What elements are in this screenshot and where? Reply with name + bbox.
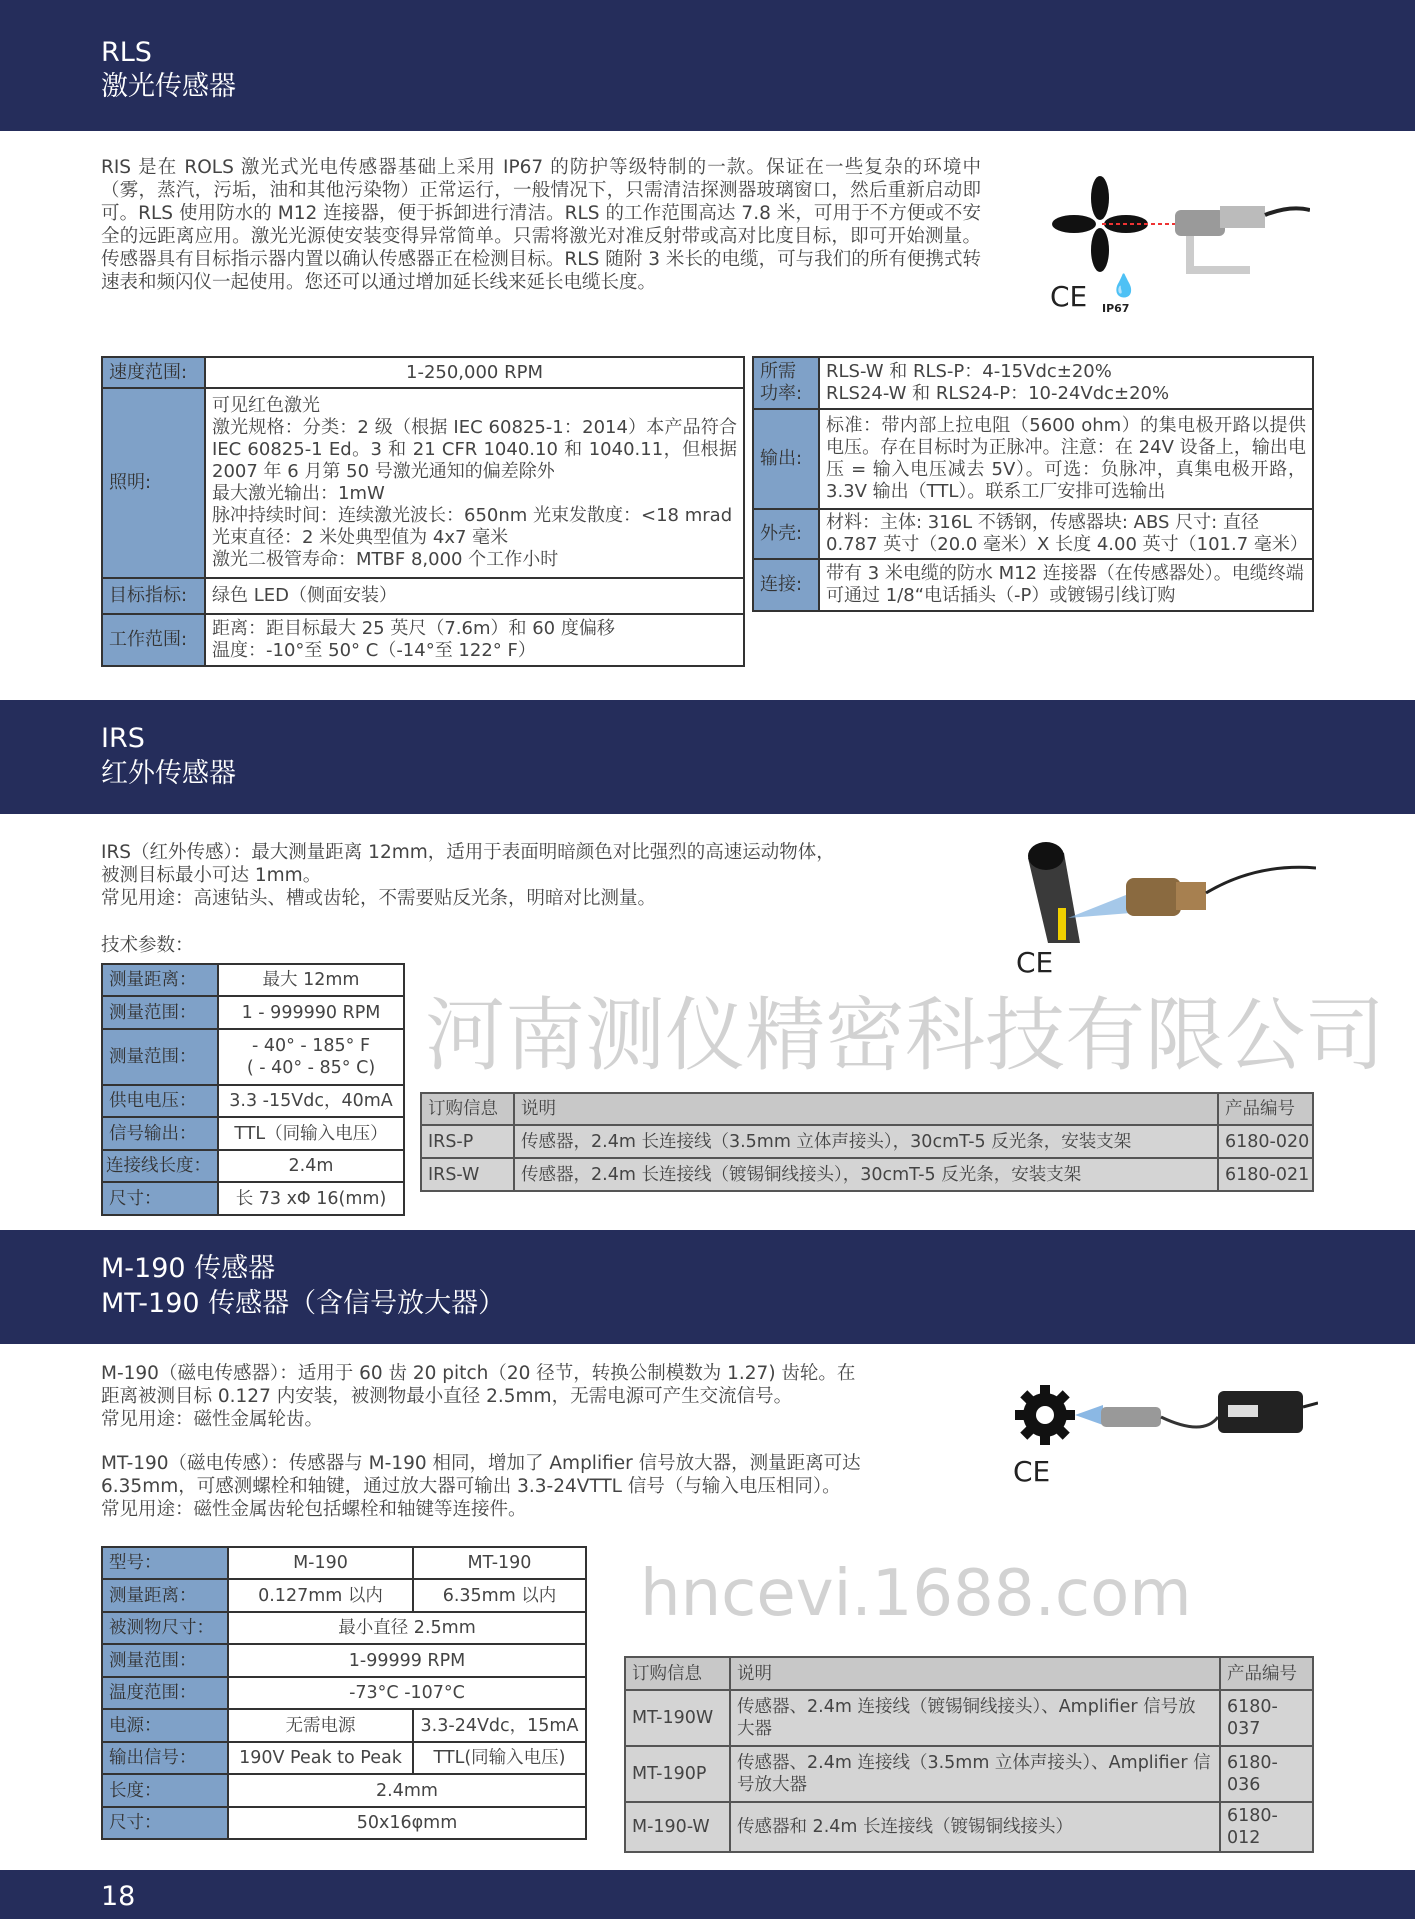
laser-sensor-illustration-icon xyxy=(1050,170,1310,325)
intro-line: 被测目标最小可达 1mm。 xyxy=(101,865,322,886)
spec-label: 温度范围： xyxy=(102,1677,228,1709)
rls-product-image xyxy=(1050,170,1310,325)
rls-specs-right-table xyxy=(752,356,1314,612)
spec-label: 工作范围: xyxy=(102,614,205,666)
page-number: 18 xyxy=(101,1881,136,1912)
ce-mark: CE xyxy=(1013,1455,1051,1488)
column-header: 订购信息 xyxy=(625,1657,730,1690)
footer-band xyxy=(0,1870,1415,1919)
water-drop-icon: 💧 xyxy=(1110,274,1138,299)
spec-value: 1-250,000 RPM xyxy=(205,357,744,388)
order-model: M-190-W xyxy=(625,1802,730,1852)
infrared-sensor-illustration-icon xyxy=(1016,838,1316,948)
intro-line: 距离被测目标 0.127 内安装，被测物最小直径 2.5mm，无需电源可产生交流信号。 xyxy=(101,1386,793,1407)
spec-value: 带有 3 米电缆的防水 M12 连接器（在传感器处）。电缆终端可通过 1/8“电话插头（-P）或镀锡引线订购 xyxy=(819,559,1313,611)
spec-label: 所需功率: xyxy=(753,357,819,409)
m190-title: M-190 传感器 xyxy=(101,1253,276,1284)
irs-product-image xyxy=(1016,838,1316,983)
spec-label: 信号输出： xyxy=(102,1117,218,1150)
table-row xyxy=(625,1690,1313,1746)
table-row xyxy=(625,1746,1313,1802)
spec-line: 光束直径：2 米处典型值为 4x7 毫米 xyxy=(212,527,509,548)
spec-value: 3.3 -15Vdc，40mA xyxy=(218,1085,404,1117)
order-description: 传感器，2.4m 长连接线（3.5mm 立体声接头），30cmT-5 反光条，安装支架 xyxy=(514,1125,1218,1158)
column-header: 产品编号 xyxy=(1218,1093,1313,1125)
column-header: 产品编号 xyxy=(1220,1657,1313,1690)
order-model: MT-190P xyxy=(625,1746,730,1802)
spec-label: 型号： xyxy=(102,1547,228,1579)
irs-order-table xyxy=(420,1092,1314,1192)
irs-intro xyxy=(101,841,1001,910)
spec-value-m190: 无需电源 xyxy=(228,1709,413,1742)
spec-label: 长度： xyxy=(102,1774,228,1807)
spec-value-mt190: TTL(同输入电压) xyxy=(413,1742,586,1774)
watermark-website: hncevi.1688.com xyxy=(640,1557,1192,1631)
spec-value: 绿色 LED（侧面安装） xyxy=(205,578,744,614)
spec-line: RLS24-W 和 RLS24-P：10-24Vdc±20% xyxy=(826,383,1170,404)
spec-label: 测量范围： xyxy=(102,1029,218,1085)
table-row xyxy=(625,1802,1313,1852)
spec-value: 标准：带内部上拉电阻（5600 ohm）的集电极开路以提供电压。存在目标时为正脉冲。注意：在 24V 设备上，输出电压 = 输入电压减去 5V）。可选：负脉冲，真集电极开路，3.3V 输出（TTL）。联系工厂安排可选输出 xyxy=(819,409,1313,509)
spec-value: 1 - 999990 RPM xyxy=(218,996,404,1029)
rls-specs-left-table xyxy=(101,356,745,667)
intro-line: IRS（红外传感）：最大测量距离 12mm，适用于表面明暗颜色对比强烈的高速运动物体， xyxy=(101,842,835,863)
m190-intro xyxy=(101,1362,855,1431)
spec-label: 测量范围： xyxy=(102,996,218,1029)
spec-line: 温度：-10°至 50° C（-14°至 122° F） xyxy=(212,640,536,661)
spec-value-m190: 190V Peak to Peak xyxy=(228,1742,413,1774)
spec-value xyxy=(218,1029,404,1085)
irs-specs-table xyxy=(101,963,405,1216)
order-part-number: 6180-012 xyxy=(1220,1802,1313,1852)
order-model: MT-190W xyxy=(625,1690,730,1746)
gear-sensor-amplifier-illustration-icon xyxy=(1013,1377,1318,1457)
order-model: IRS-W xyxy=(421,1158,514,1191)
rls-intro: RIS 是在 ROLS 激光式光电传感器基础上采用 IP67 的防护等级特制的一款。保证在一些复杂的环境中（雾，蒸汽，污垢，油和其他污染物）正常运行，一般情况下，只需清洁探测器玻璃窗口，然后重新启动即可。RLS 使用防水的 M12 连接器，便于拆卸进行清洁。RLS 的工作范围高达 7.8 米，可用于不方便或不安全的远距离应用。激光光源使安装变得异常简单。只需将激光对准反射带或高对比度目标，即可开始测量。传感器具有目标指示器内置以确认传感器正在检测目标。RLS 随附 3 米长的电缆，可与我们的所有便携式转速表和频闪仪一起使用。您还可以通过增加延长线来延长电缆长度。 xyxy=(101,157,981,293)
spec-value: 材料：主体: 316L 不锈钢，传感器块: ABS 尺寸: 直径 0.787 英寸（20.0 毫米）X 长度 4.00 英寸（101.7 毫米） xyxy=(819,509,1313,559)
m190-specs-table xyxy=(101,1546,587,1840)
order-part-number: 6180-020 xyxy=(1218,1125,1313,1158)
irs-header-band xyxy=(0,700,1415,814)
spec-line: - 40° - 185° F xyxy=(251,1036,371,1056)
intro-line: 常见用途：高速钻头、槽或齿轮，不需要贴反光条，明暗对比测量。 xyxy=(101,888,657,909)
spec-value-m190: 0.127mm 以内 xyxy=(228,1579,413,1612)
spec-value: 1-99999 RPM xyxy=(228,1644,586,1677)
spec-label: 照明: xyxy=(102,388,205,578)
order-description: 传感器、2.4m 连接线（镀锡铜线接头）、Amplifier 信号放大器 xyxy=(730,1690,1220,1746)
column-header: 订购信息 xyxy=(421,1093,514,1125)
spec-value: 50x16φmm xyxy=(228,1807,586,1839)
spec-value: TTL（同输入电压） xyxy=(218,1117,404,1150)
intro-line: M-190（磁电传感器）：适用于 60 齿 20 pitch（20 径节，转换公制模数为 1.27) 齿轮。在 xyxy=(101,1363,856,1384)
spec-value xyxy=(819,357,1313,409)
order-part-number: 6180-036 xyxy=(1220,1746,1313,1802)
intro-line: MT-190（磁电传感）：传感器与 M-190 相同，增加了 Amplifier 信号放大器，测量距离可达 xyxy=(101,1453,861,1474)
column-header: 说明 xyxy=(730,1657,1220,1690)
spec-value-mt190: 3.3-24Vdc，15mA xyxy=(413,1709,586,1742)
spec-value-mt190: MT-190 xyxy=(413,1547,586,1579)
spec-value: 2.4m xyxy=(218,1150,404,1182)
order-description: 传感器，2.4m 长连接线（镀锡铜线接头），30cmT-5 反光条，安装支架 xyxy=(514,1158,1218,1191)
spec-value-mt190: 6.35mm 以内 xyxy=(413,1579,586,1612)
spec-value: 最大 12mm xyxy=(218,964,404,996)
spec-value: 长 73 xΦ 16(mm) xyxy=(218,1182,404,1215)
intro-line: 常见用途：磁性金属轮齿。 xyxy=(101,1409,324,1430)
spec-label: 尺寸： xyxy=(102,1182,218,1215)
order-part-number: 6180-021 xyxy=(1218,1158,1313,1191)
mt190-title: MT-190 传感器（含信号放大器） xyxy=(101,1288,506,1319)
spec-line: 激光二极管寿命：MTBF 8,000 个工作小时 xyxy=(212,549,559,570)
spec-value xyxy=(205,614,744,666)
irs-code: IRS xyxy=(101,723,145,754)
spec-label: 连接线长度： xyxy=(102,1150,218,1182)
mt190-intro xyxy=(101,1452,861,1521)
table-row xyxy=(421,1125,1313,1158)
irs-specs-title: 技术参数： xyxy=(101,935,194,956)
spec-label: 电源： xyxy=(102,1709,228,1742)
m190-header-band xyxy=(0,1230,1415,1344)
ce-mark: CE xyxy=(1016,946,1054,979)
spec-value xyxy=(205,388,744,578)
order-description: 传感器和 2.4m 长连接线（镀锡铜线接头） xyxy=(730,1802,1220,1852)
spec-value: 最小直径 2.5mm xyxy=(228,1612,586,1644)
spec-line: ( - 40° - 85° C) xyxy=(246,1058,376,1078)
table-row xyxy=(421,1158,1313,1191)
m190-product-image xyxy=(1013,1377,1318,1492)
spec-label: 连接: xyxy=(753,559,819,611)
irs-name: 红外传感器 xyxy=(101,758,236,789)
spec-label: 被测物尺寸： xyxy=(102,1612,228,1644)
spec-label: 尺寸： xyxy=(102,1807,228,1839)
spec-label: 输出信号： xyxy=(102,1742,228,1774)
spec-label: 目标指标: xyxy=(102,578,205,614)
spec-value-m190: M-190 xyxy=(228,1547,413,1579)
order-model: IRS-P xyxy=(421,1125,514,1158)
m190-order-table xyxy=(624,1656,1314,1853)
spec-line: 脉冲持续时间：连续激光波长：650nm 光束发散度：<18 mrad xyxy=(212,505,733,526)
intro-line: 常见用途：磁性金属齿轮包括螺栓和轴键等连接件。 xyxy=(101,1499,527,1520)
intro-line: 6.35mm，可感测螺栓和轴键，通过放大器可输出 3.3-24VTTL 信号（与输入电压相同）。 xyxy=(101,1476,841,1497)
spec-line: 可见红色激光 xyxy=(212,395,320,416)
spec-label: 测量距离： xyxy=(102,1579,228,1612)
rls-header-band xyxy=(0,0,1415,131)
spec-value: 2.4mm xyxy=(228,1774,586,1807)
order-description: 传感器、2.4m 连接线（3.5mm 立体声接头）、Amplifier 信号放大器 xyxy=(730,1746,1220,1802)
spec-label: 测量范围： xyxy=(102,1644,228,1677)
spec-label: 外壳: xyxy=(753,509,819,559)
spec-line: 激光规格：分类：2 级（根据 IEC 60825-1：2014）本产品符合 IEC 60825-1 Ed。3 和 21 CFR 1040.10 和 1040.11，但根据 2007 年 6 月第 50 号激光通知的偏差除外 xyxy=(212,417,737,482)
ip67-badge: IP67 xyxy=(1102,302,1130,315)
order-part-number: 6180-037 xyxy=(1220,1690,1313,1746)
rls-name: 激光传感器 xyxy=(101,71,236,102)
spec-value: -73°C -107°C xyxy=(228,1677,586,1709)
spec-label: 速度范围: xyxy=(102,357,205,388)
column-header: 说明 xyxy=(514,1093,1218,1125)
rls-code: RLS xyxy=(101,37,152,68)
spec-line: 距离：距目标最大 25 英尺（7.6m）和 60 度偏移 xyxy=(212,618,615,639)
spec-line: RLS-W 和 RLS-P：4-15Vdc±20% xyxy=(826,361,1112,382)
spec-label: 输出: xyxy=(753,409,819,509)
watermark-company: 河南测仪精密科技有限公司 xyxy=(425,989,1385,1082)
spec-label: 供电电压： xyxy=(102,1085,218,1117)
spec-line: 最大激光输出：1mW xyxy=(212,483,385,504)
spec-label: 测量距离： xyxy=(102,964,218,996)
ce-mark: CE xyxy=(1050,280,1088,313)
